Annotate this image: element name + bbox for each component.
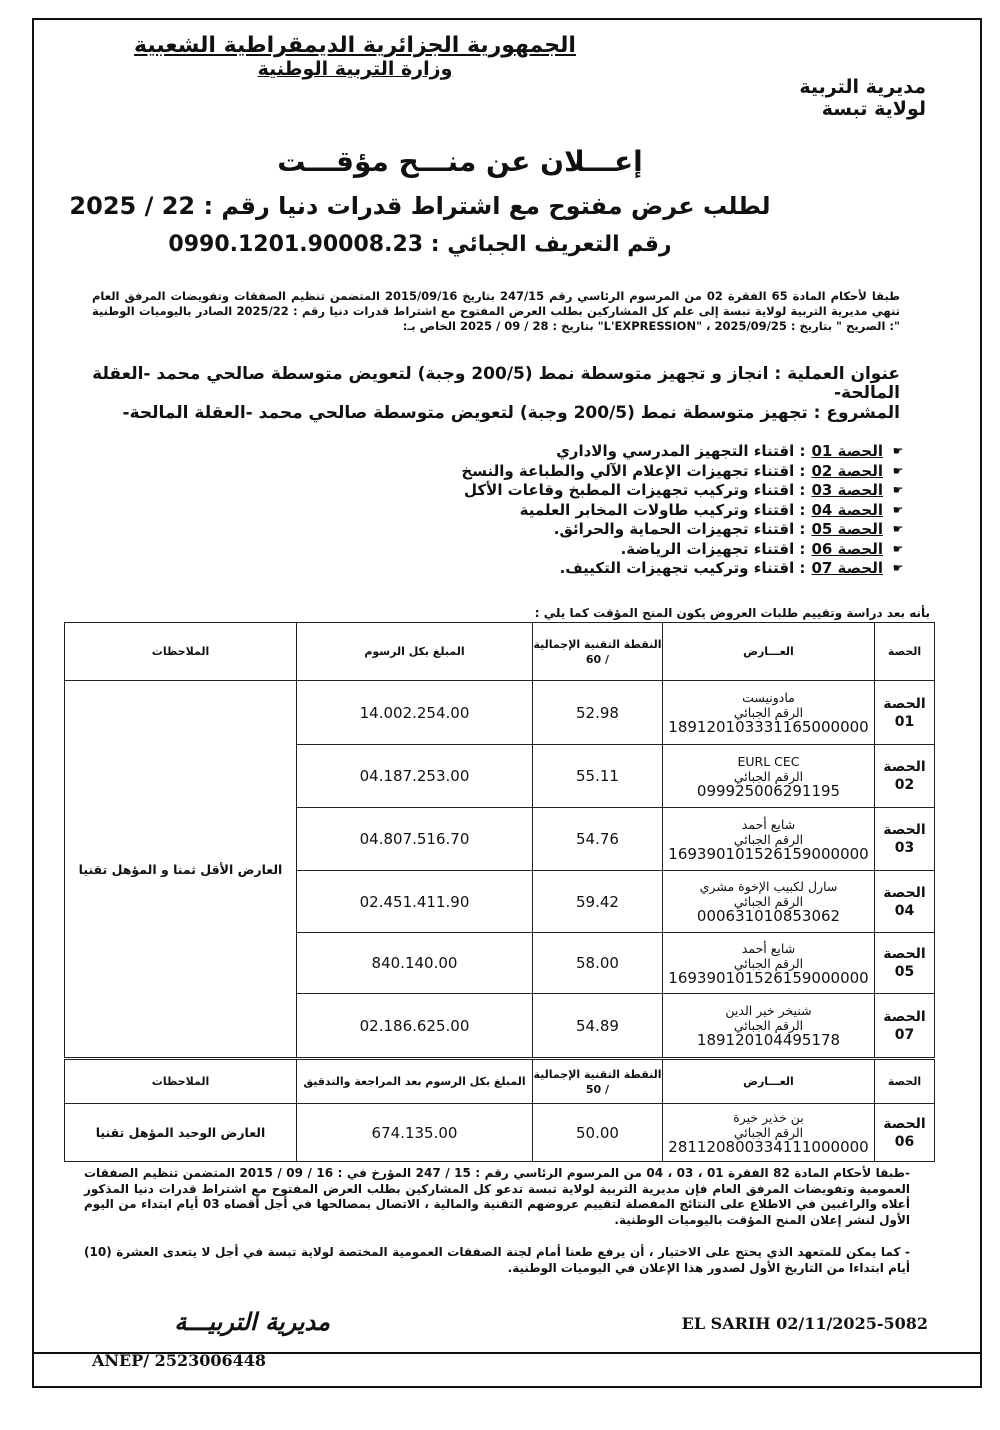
list-item: ☛ الحصة 04 : اقتناء وتركيب طاولات المخابر العلمية xyxy=(519,500,904,519)
list-item: ☛ الحصة 03 : اقتناء وتركيب تجهيزات المطبخ وقاعات الأكل xyxy=(464,481,904,499)
amount-cell: 04.807.516.70 xyxy=(297,808,533,871)
footer-paragraph-2: - كما يمكن للمتعهد الذي يحتج على الاختيار ، أن يرفع طعنا أمام لجنة الصفقات العمومية المختصة لولاية تبسة في أجل لا يتعدى العشرة (10) أيام ابتداءا من التاريخ الأول لصدور هذا الإعلان في اليوميات الوطنية. xyxy=(84,1245,910,1275)
awards-table xyxy=(64,622,935,1058)
bidder-cell: شايع أحمد الرقم الجبائي 169390101526159000000 xyxy=(663,933,875,994)
amount-cell: 14.002.254.00 xyxy=(297,681,533,745)
tax-id-line: رقم التعريف الجبائي : 0990.1201.90008.23 xyxy=(168,232,672,257)
lot-cell: الحصة 07 xyxy=(875,994,935,1058)
table-row xyxy=(65,681,935,745)
col-header-bidder: العـــارض xyxy=(663,623,875,681)
lot-cell: الحصة 04 xyxy=(875,871,935,933)
table-header-row xyxy=(65,1060,935,1104)
col-header-remarks: الملاحظات xyxy=(65,623,297,681)
lot-cell: الحصة 01 xyxy=(875,681,935,745)
list-item: ☛ الحصة 07 : اقتناء وتركيب تجهيزات التكييف. xyxy=(559,559,904,577)
lot-cell: الحصة 02 xyxy=(875,745,935,808)
score-cell: 50.00 xyxy=(533,1104,663,1162)
intro-paragraph: طبقا لأحكام المادة 65 الفقرة 02 من المرسوم الرئاسي رقم 247/15 بتاريخ 2015/09/16 المتضمن تنظيم الصفقات وتفويضات المرفق العام تنهي مديرية التربية لولاية تبسة إلى علم كل المشاركين بطلب العرض المفتوح مع اشتراط قدرات دنيا رقم : 2025/22 الصادر باليوميات الوطنية ": الصريح " بتاريخ : 2025/09/25 ، "L'EXPRESSION" بتاريخ : 28 / 09 / 2025 الخاص بـ: xyxy=(92,289,900,333)
score-cell: 55.11 xyxy=(533,745,663,808)
amount-cell: 840.140.00 xyxy=(297,933,533,994)
directorate-label xyxy=(726,76,926,120)
col-header-score: النقطة التقنية الإجمالية / 60 xyxy=(533,623,663,681)
lot-cell: الحصة 03 xyxy=(875,808,935,871)
col-header-remarks: الملاحظات xyxy=(65,1060,297,1104)
directorate-line-1: مديرية التربية xyxy=(799,76,926,98)
republic-heading: الجمهورية الجزائرية الديمقراطية الشعبية xyxy=(134,33,576,58)
anep-reference: ANEP/ 2523006448 xyxy=(92,1351,267,1370)
amount-cell: 674.135.00 xyxy=(297,1104,533,1162)
notice-title: إعـــلان عن منـــح مؤقـــت xyxy=(277,145,643,178)
score-cell: 54.76 xyxy=(533,808,663,871)
signature: مديرية التربيـــة xyxy=(174,1308,330,1336)
directorate-line-2: لولاية تبسة xyxy=(821,98,926,120)
score-cell: 58.00 xyxy=(533,933,663,994)
operation-title: عنوان العملية : انجاز و تجهيز متوسطة نمط (200/5 وجبة) لتعويض متوسطة صالحي محمد -العقلة المالحة- xyxy=(92,364,900,403)
awards-table-lot-06 xyxy=(64,1059,935,1162)
list-item: ☛ الحصة 02 : اقتناء تجهيزات الإعلام الآلي والطباعة والنسخ xyxy=(461,461,904,480)
pointer-bullet-icon: ☛ xyxy=(892,561,904,575)
lot-cell: الحصة 05 xyxy=(875,933,935,994)
lots-list xyxy=(205,442,905,579)
pointer-bullet-icon: ☛ xyxy=(892,444,904,458)
col-header-amount: المبلغ بكل الرسوم xyxy=(297,623,533,681)
pointer-bullet-icon: ☛ xyxy=(892,483,904,497)
score-cell: 59.42 xyxy=(533,871,663,933)
bidder-cell: EURL CEC الرقم الجبائي 099925006291195 xyxy=(663,745,875,808)
bidder-cell: سارل لكبيب الإخوة مشري الرقم الجبائي 000631010853062 xyxy=(663,871,875,933)
pointer-bullet-icon: ☛ xyxy=(892,502,904,517)
table-header-row xyxy=(65,623,935,681)
notice-subtitle: لطلب عرض مفتوح مع اشتراط قدرات دنيا رقم : 22 / 2025 xyxy=(69,192,771,220)
publication-reference: EL SARIH 02/11/2025-5082 xyxy=(681,1314,928,1333)
amount-cell: 02.451.411.90 xyxy=(297,871,533,933)
col-header-lot: الحصة xyxy=(875,1060,935,1104)
list-item: ☛ الحصة 01 : اقتناء التجهيز المدرسي والاداري xyxy=(556,442,904,460)
project-title: المشروع : تجهيز متوسطة نمط (200/5 وجبة) لتعويض متوسطة صالحي محمد -العقلة المالحة- xyxy=(122,403,900,423)
col-header-score: النقطة التقنية الإجمالية / 50 xyxy=(533,1060,663,1104)
col-header-bidder: العـــارض xyxy=(663,1060,875,1104)
table-intro: بأنه بعد دراسة وتقييم طلبات العروض يكون المنح المؤقت كما يلي : xyxy=(534,606,930,620)
bidder-cell: شايع أحمد الرقم الجبائي 169390101526159000000 xyxy=(663,808,875,871)
score-cell: 54.89 xyxy=(533,994,663,1058)
remarks-cell: العارض الأقل ثمنا و المؤهل تقنيا xyxy=(65,681,297,1058)
bidder-cell: مادونيست الرقم الجبائي 189120103331165000000 xyxy=(663,681,875,745)
score-cell: 52.98 xyxy=(533,681,663,745)
footer-paragraph-1: -طبقا لأحكام المادة 82 الفقرة 01 ، 03 ، 04 من المرسوم الرئاسي رقم : 15 / 247 المؤرخ في : 16 / 09 / 2015 المتضمن تنظيم الصفقات العمومية وتفويضات المرفق العام فإن مديرية التربية لولاية تبسة تدعو كل المشاركين بطلب العرض المفتوح مع اشتراط قدرات دنيا المذكور أعلاه والراغبين في الاطلاع على النتائج المفصلة لتقييم عروضهم التقنية والمالية ، الاتصال بمصالحها في أجل أقصاه 03 أيام ابتداء من اليوم الأول لنشر إعلان المنح المؤقت باليوميات الوطنية. xyxy=(84,1166,910,1227)
table-row xyxy=(65,1104,935,1162)
list-item: ☛ الحصة 05 : اقتناء تجهيزات الحماية والحرائق. xyxy=(553,520,904,538)
remarks-cell: العارض الوحيد المؤهل تقنيا xyxy=(65,1104,297,1162)
col-header-amount: المبلغ بكل الرسوم بعد المراجعة والتدقيق xyxy=(297,1060,533,1104)
lot-cell: الحصة 06 xyxy=(875,1104,935,1162)
col-header-lot: الحصة xyxy=(875,623,935,681)
list-item: ☛ الحصة 06 : اقتناء تجهيزات الرياضة. xyxy=(620,539,904,558)
ministry-heading: وزارة التربية الوطنية xyxy=(257,58,453,80)
bidder-cell: شنيخر خير الدين الرقم الجبائي 189120104495178 xyxy=(663,994,875,1058)
pointer-bullet-icon: ☛ xyxy=(892,541,904,556)
pointer-bullet-icon: ☛ xyxy=(892,522,904,536)
bidder-cell: بن خذير خيرة الرقم الجبائي 281120800334111000000 xyxy=(663,1104,875,1162)
pointer-bullet-icon: ☛ xyxy=(892,463,904,478)
amount-cell: 04.187.253.00 xyxy=(297,745,533,808)
amount-cell: 02.186.625.00 xyxy=(297,994,533,1058)
